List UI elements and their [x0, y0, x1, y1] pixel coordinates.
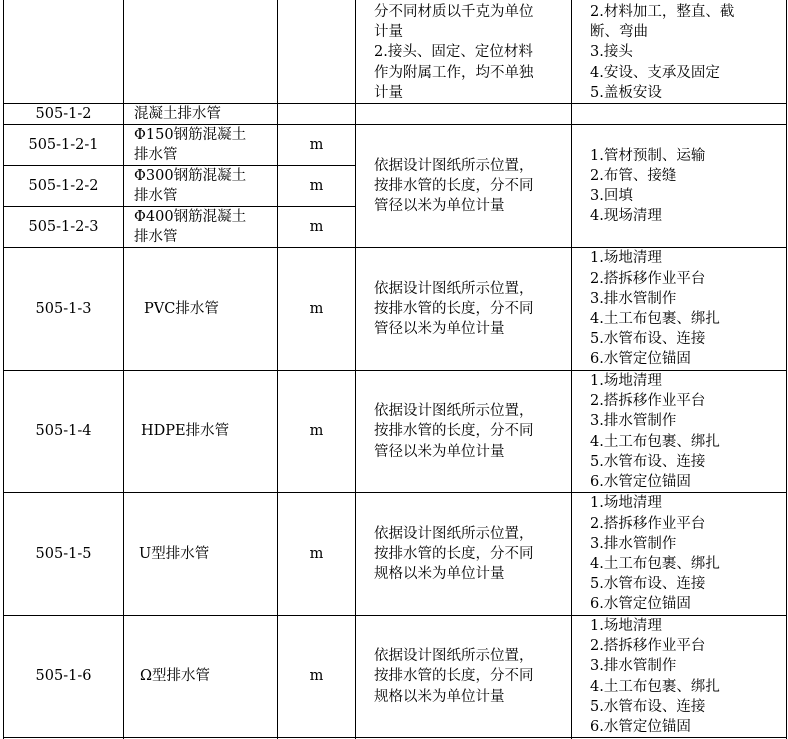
work-line: 2.布管、接缝	[590, 167, 677, 184]
item-name	[124, 493, 277, 615]
work-line: 5.水管布设、连接	[590, 576, 706, 593]
work-line: 4.土工布包裹、绑扎	[590, 311, 720, 327]
rule-line: 依据设计图纸所示位置，	[374, 648, 534, 665]
rule-line: 按排水管的长度，分不同	[374, 300, 534, 317]
item-unit: m	[309, 300, 324, 317]
rule-line: 按排水管的长度，分不同	[374, 177, 534, 194]
work-line: 1.场地清理	[590, 372, 662, 389]
rule-line: 计量	[374, 84, 403, 101]
work-cell	[572, 248, 786, 370]
work-line: 5.盖板安设	[590, 84, 662, 101]
rule-line: 规格以米为单位计量	[374, 566, 505, 583]
work-line: 5.水管布设、连接	[590, 698, 706, 715]
rule-line: 计量	[374, 24, 403, 41]
item-code: 505-1-2	[35, 105, 92, 122]
rule-line: 作为附属工作，均不单独	[374, 64, 534, 81]
work-line: 1.场地清理	[590, 495, 662, 512]
item-name	[124, 125, 277, 165]
item-name-text: Ω型排水管	[140, 668, 211, 685]
item-unit: m	[309, 136, 324, 153]
item-name-line: 排水管	[134, 229, 178, 245]
item-name-line: Φ300钢筋混凝土	[134, 167, 247, 184]
work-line: 2.搭拆移作业平台	[590, 515, 706, 532]
rule-line: 按排水管的长度，分不同	[374, 668, 534, 685]
item-name	[124, 104, 277, 124]
rule-line: 按排水管的长度，分不同	[374, 423, 534, 440]
work-line: 3.接头	[590, 44, 633, 61]
work-line: 6.水管定位锚固	[590, 718, 691, 735]
item-name	[124, 207, 277, 247]
work-cell	[572, 0, 786, 103]
item-name	[124, 616, 277, 737]
work-line: 2.搭拆移作业平台	[590, 638, 706, 655]
work-line: 断、弯曲	[590, 24, 648, 41]
work-line: 4.土工布包裹、绑扎	[590, 678, 720, 695]
item-code: 505-1-2-1	[28, 136, 99, 153]
item-code: 505-1-3	[35, 300, 92, 317]
rule-cell	[356, 616, 571, 737]
work-line: 4.土工布包裹、绑扎	[590, 433, 720, 450]
item-name-line: Φ150钢筋混凝土	[134, 126, 247, 143]
item-code: 505-1-5	[35, 545, 92, 562]
rule-line: 按排水管的长度，分不同	[374, 545, 534, 562]
work-line: 3.排水管制作	[590, 658, 677, 675]
work-line: 3.排水管制作	[590, 535, 677, 552]
work-cell	[572, 493, 786, 615]
work-cell	[572, 616, 786, 737]
work-line: 3.排水管制作	[590, 290, 677, 307]
item-unit: m	[309, 668, 324, 685]
item-name-line: Φ400钢筋混凝土	[134, 208, 247, 225]
work-line: 4.土工布包裹、绑扎	[590, 556, 720, 572]
rule-cell	[356, 248, 571, 370]
rule-line: 分不同材质以千克为单位	[374, 4, 534, 20]
work-line: 5.水管布设、连接	[590, 331, 706, 348]
item-name	[124, 166, 277, 206]
work-line: 5.水管布设、连接	[590, 453, 706, 470]
work-line: 1.管材预制、运输	[590, 147, 706, 164]
grid-line	[3, 737, 787, 738]
item-name-line: 排水管	[134, 147, 178, 163]
work-line: 1.场地清理	[590, 617, 662, 634]
work-cell	[572, 125, 786, 247]
item-unit: m	[309, 545, 324, 562]
item-name-text: HDPE排水管	[141, 423, 230, 440]
rule-line: 依据设计图纸所示位置，	[374, 525, 534, 542]
item-name-text: 混凝土排水管	[134, 105, 221, 122]
item-code: 505-1-2-3	[28, 218, 99, 235]
work-line: 1.场地清理	[590, 250, 662, 267]
item-name	[124, 248, 277, 370]
work-line: 6.水管定位锚固	[590, 351, 691, 368]
rule-cell	[356, 0, 571, 103]
rule-line: 依据设计图纸所示位置，	[374, 403, 534, 420]
item-unit: m	[309, 218, 324, 235]
item-unit: m	[309, 177, 324, 194]
rule-cell	[356, 493, 571, 615]
rule-line: 管径以米为单位计量	[374, 198, 505, 215]
work-line: 4.现场清理	[590, 208, 662, 225]
work-line: 3.排水管制作	[590, 413, 677, 430]
item-name-text: U型排水管	[139, 545, 210, 562]
item-name-line: 排水管	[134, 188, 178, 204]
rule-line: 管径以米为单位计量	[374, 321, 505, 338]
rule-line: 依据设计图纸所示位置，	[374, 280, 534, 297]
rule-line: 2.接头、固定、定位材料	[374, 44, 533, 61]
item-code: 505-1-4	[35, 423, 92, 440]
work-line: 2.搭拆移作业平台	[590, 393, 706, 410]
work-line: 6.水管定位锚固	[590, 596, 691, 613]
item-name	[124, 371, 277, 492]
rule-line: 依据设计图纸所示位置，	[374, 157, 534, 174]
work-line: 4.安设、支承及固定	[590, 64, 720, 81]
rule-line: 管径以米为单位计量	[374, 443, 505, 460]
rule-cell	[356, 125, 571, 247]
work-line: 2.搭拆移作业平台	[590, 270, 706, 287]
item-code: 505-1-2-2	[28, 177, 99, 194]
work-cell	[572, 371, 786, 492]
work-line: 3.回填	[590, 188, 633, 204]
rule-line: 规格以米为单位计量	[374, 688, 505, 705]
work-line: 6.水管定位锚固	[590, 473, 691, 490]
item-name-text: PVC排水管	[144, 300, 219, 317]
item-unit: m	[309, 423, 324, 440]
rule-cell	[356, 371, 571, 492]
work-line: 2.材料加工，整直、截	[590, 4, 735, 20]
item-code: 505-1-6	[35, 668, 92, 685]
